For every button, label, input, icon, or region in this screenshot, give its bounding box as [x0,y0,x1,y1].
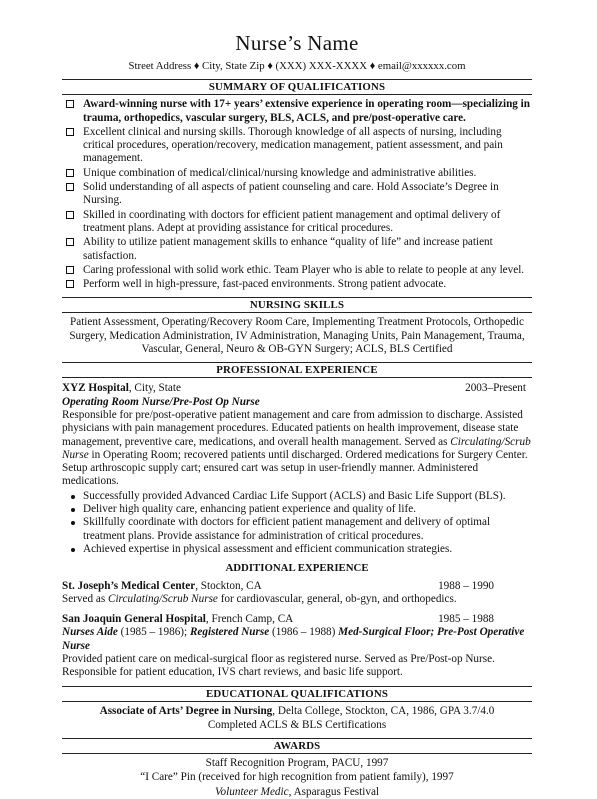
job-role: Operating Room Nurse/Pre-Post Op Nurse [62,395,260,408]
job-dates: 2003–Present [465,382,526,395]
job-description: Provided patient care on medical-surgical floor as registered nurse. Served as Pre/Post-op Nurse. Responsible for patient education, IVS chart reviews, and basic life support. [62,652,495,679]
bullet-dot-icon [71,495,75,499]
summary-title: SUMMARY OF QUALIFICATIONS [62,79,532,95]
job-roles: Nurses Aide (1985 – 1986); Registered Nurse (1986 – 1988) Med-Surgical Floor; Pre-Post Operative Nurse [62,626,525,652]
checkbox-bullet-icon [66,128,74,136]
education-section [62,686,532,733]
job-description: Served as Circulating/Scrub Nurse for cardiovascular, general, ob-gyn, and orthopedics. [62,592,457,605]
resume-page [62,31,532,799]
checkbox-bullet-icon [66,100,74,108]
skills-section [62,297,532,356]
bullet-dot-icon [71,508,75,512]
awards-section [62,738,532,799]
summary-item: Perform well in high-pressure, fast-paced environments. Strong patient advocate. [62,278,532,291]
award-item: Volunteer Medic, Asparagus Festival [214,785,380,798]
award-item: Staff Recognition Program, PACU, 1997 [205,757,389,770]
bullet-dot-icon [71,521,75,525]
experience-section [62,362,532,556]
checkbox-bullet-icon [66,266,74,274]
award-item: “I Care” Pin (received for high recognition from patient family), 1997 [140,771,454,784]
additional-title: ADDITIONAL EXPERIENCE [225,562,369,575]
summary-item: Solid understanding of all aspects of patient counseling and care. Hold Associate’s Degree in Nursing. [62,181,532,208]
summary-list [62,98,532,291]
employer-name: St. Joseph’s Medical Center [62,579,196,592]
checkbox-bullet-icon [66,211,74,219]
job-dates: 1985 – 1988 [438,613,494,626]
job-header: St. Joseph’s Medical Center, Stockton, CA 1988 – 1990 [62,580,532,593]
summary-item: Excellent clinical and nursing skills. Thorough knowledge of all aspects of nursing, including critical procedures, operation/recovery, medication management, patient assessment, and pain management. [62,126,532,166]
employer-name: XYZ Hospital [62,382,129,395]
contact-line: Street Address ♦ City, State Zip ♦ (XXX) XXX-XXXX ♦ email@xxxxxx.com [128,60,466,72]
experience-title: PROFESSIONAL EXPERIENCE [62,362,532,378]
additional-section [62,562,532,679]
summary-item: Caring professional with solid work ethic. Team Player who is able to relate to people at any level. [62,264,532,277]
job-header [62,382,532,395]
summary-item: Award-winning nurse with 17+ years’ extensive experience in operating room—specializing in trauma, orthopedics, vascular surgery, BLS, ACLS, and pre/post-operative care. [62,98,532,125]
employer-location: , City, State [128,382,181,395]
nurse-name: Nurse’s Name [235,31,359,55]
job-bullet: Achieved expertise in physical assessment and efficient communication strategies. [62,543,532,556]
job-dates: 1988 – 1990 [438,579,494,592]
job-bullet: Skillfully coordinate with doctors for efficient patient management and delivery of optimal treatment plans. Provide assistance for administration of critical procedures. [62,516,532,543]
job-bullets [62,490,532,556]
job-header: San Joaquin General Hospital, French Camp, CA 1985 – 1988 [62,613,532,626]
certifications-line: Completed ACLS & BLS Certifications [207,718,387,731]
skills-text: Patient Assessment, Operating/Recovery Room Care, Implementing Treatment Protocols, Orthopedic Surgery, Medication Administration, IV Administration, Managing Units, Pain Management, Trauma, Vascular, General, Neuro & OB-GYN Surgery; ACLS, BLS Certified [69,316,525,356]
summary-item: Ability to utilize patient management skills to enhance “quality of life” and increase patient satisfaction. [62,236,532,263]
awards-title: AWARDS [62,738,532,754]
checkbox-bullet-icon [66,169,74,177]
checkbox-bullet-icon [66,238,74,246]
bullet-dot-icon [71,548,75,552]
degree-line: Associate of Arts’ Degree in Nursing, Delta College, Stockton, CA, 1986, GPA 3.7/4.0 [99,704,495,717]
summary-item: Skilled in coordinating with doctors for efficient patient management and optimal delivery of treatment plans. Adept at providing assistance for critical procedures. [62,209,532,236]
checkbox-bullet-icon [66,183,74,191]
checkbox-bullet-icon [66,280,74,288]
education-title: EDUCATIONAL QUALIFICATIONS [62,686,532,702]
job-bullet: Deliver high quality care, enhancing patient experience and quality of life. [62,503,532,516]
summary-item: Unique combination of medical/clinical/nursing knowledge and administrative abilities. [62,167,532,180]
job-bullet: Successfully provided Advanced Cardiac Life Support (ACLS) and Basic Life Support (BLS). [62,490,532,503]
employer-name: San Joaquin General Hospital [62,613,206,626]
job-description: Responsible for pre/post-operative patient management and care from admission to discharge. Assisted physicians with pain management procedures. Educated patients on health improvement, disease state management, preventive care, medications, and overall health management. Served as Circulating/Scrub Nurse in Operating Room; recovered patients until discharged. Ordered medications for Surgery Center. Setup arthroscopic supply cart; ensured cart was setup in user-friendly manner. Administered medications. [62,408,531,488]
skills-title: NURSING SKILLS [62,297,532,313]
summary-section [62,79,532,291]
